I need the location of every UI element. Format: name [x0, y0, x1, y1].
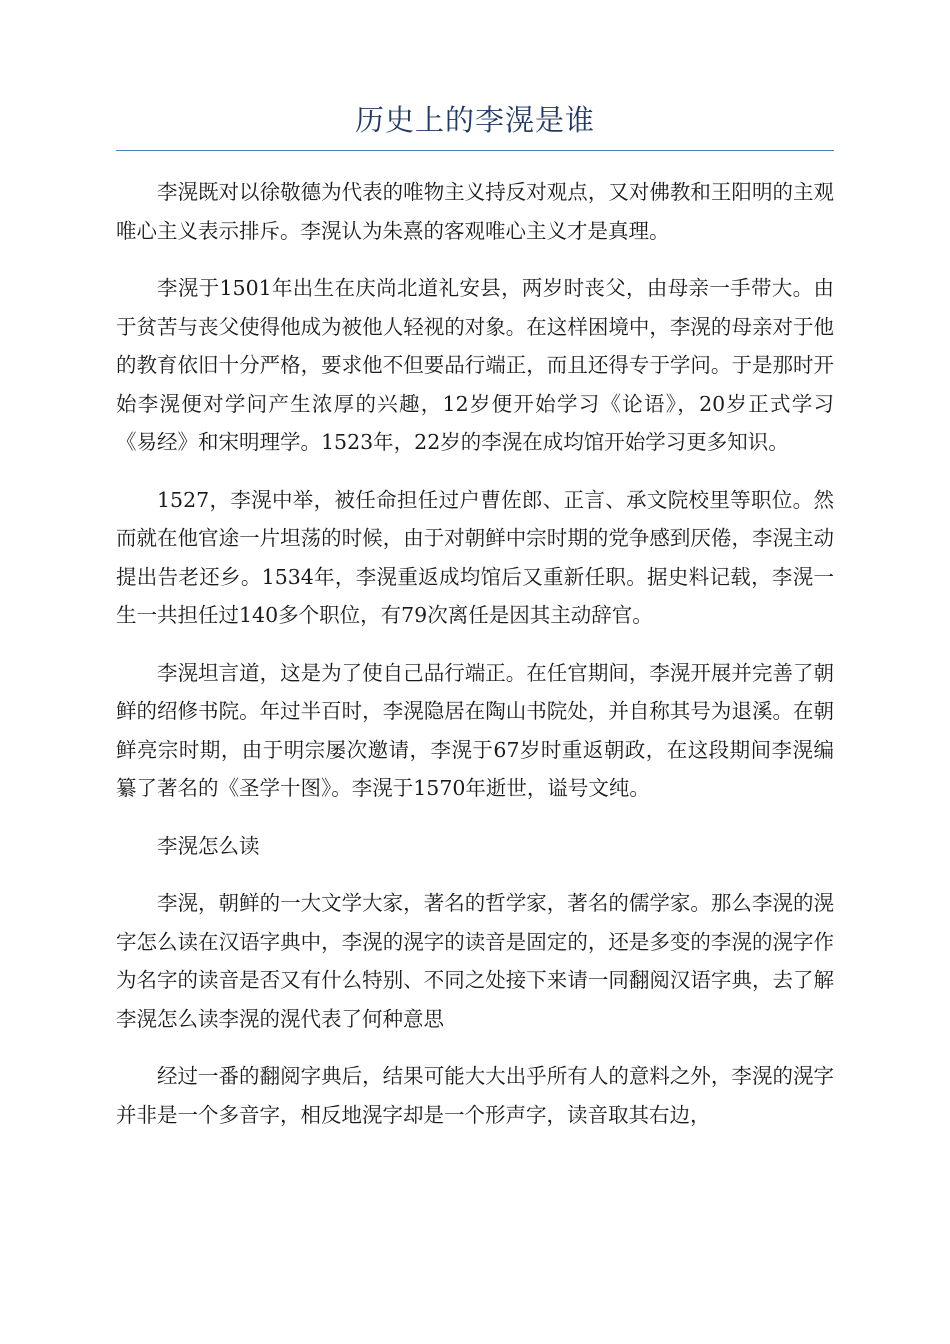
- document-page: [116, 100, 834, 1153]
- paragraph-4: 李滉坦言道，这是为了使自己品行端正。在任官期间，李滉开展并完善了朝鲜的绍修书院。年过半百时，李滉隐居在陶山书院处，并自称其号为退溪。在朝鲜亮宗时期，由于明宗屡次邀请，李滉于67岁时重返朝政，在这段期间李滉编纂了著名的《圣学十图》。李滉于1570年逝世，谥号文纯。: [116, 660, 834, 800]
- paragraph-6: 经过一番的翻阅字典后，结果可能大大出乎所有人的意料之外，李滉的滉字并非是一个多音字，相反地滉字却是一个形声字，读音取其右边，: [116, 1064, 834, 1127]
- section-heading-how-to-read: 李滉怎么读: [157, 833, 260, 858]
- paragraph-2: 李滉于1501年出生在庆尚北道礼安县，两岁时丧父，由母亲一手带大。由于贫苦与丧父使得他成为被他人轻视的对象。在这样困境中，李滉的母亲对于他的教育依旧十分严格，要求他不但要品行端正，而且还得专于学问。于是那时开始李滉便对学问产生浓厚的兴趣，12岁便开始学习《论语》，20岁正式学习《易经》和宋明理学。1523年，22岁的李滉在成均馆开始学习更多知识。: [116, 276, 834, 454]
- title-underline: [116, 150, 834, 151]
- paragraph-5: 李滉，朝鲜的一大文学大家，著名的哲学家，著名的儒学家。那么李滉的滉字怎么读在汉语字典中，李滉的滉字的读音是固定的，还是多变的李滉的滉字作为名字的读音是否又有什么特别、不同之处接下来请一同翻阅汉语字典，去了解李滉怎么读李滉的滉代表了何种意思: [116, 891, 834, 1031]
- paragraph-3: 1527，李滉中举，被任命担任过户曹佐郎、正言、承文院校里等职位。然而就在他官途一片坦荡的时候，由于对朝鲜中宗时期的党争感到厌倦，李滉主动提出告老还乡。1534年，李滉重返成均馆后又重新任职。据史料记载，李滉一生一共担任过140多个职位，有79次离任是因其主动辞官。: [116, 487, 834, 627]
- paragraph-1: 李滉既对以徐敬德为代表的唯物主义持反对观点，又对佛教和王阳明的主观唯心主义表示排斥。李滉认为朱熹的客观唯心主义才是真理。: [116, 180, 834, 243]
- document-title: 历史上的李滉是谁: [354, 103, 595, 137]
